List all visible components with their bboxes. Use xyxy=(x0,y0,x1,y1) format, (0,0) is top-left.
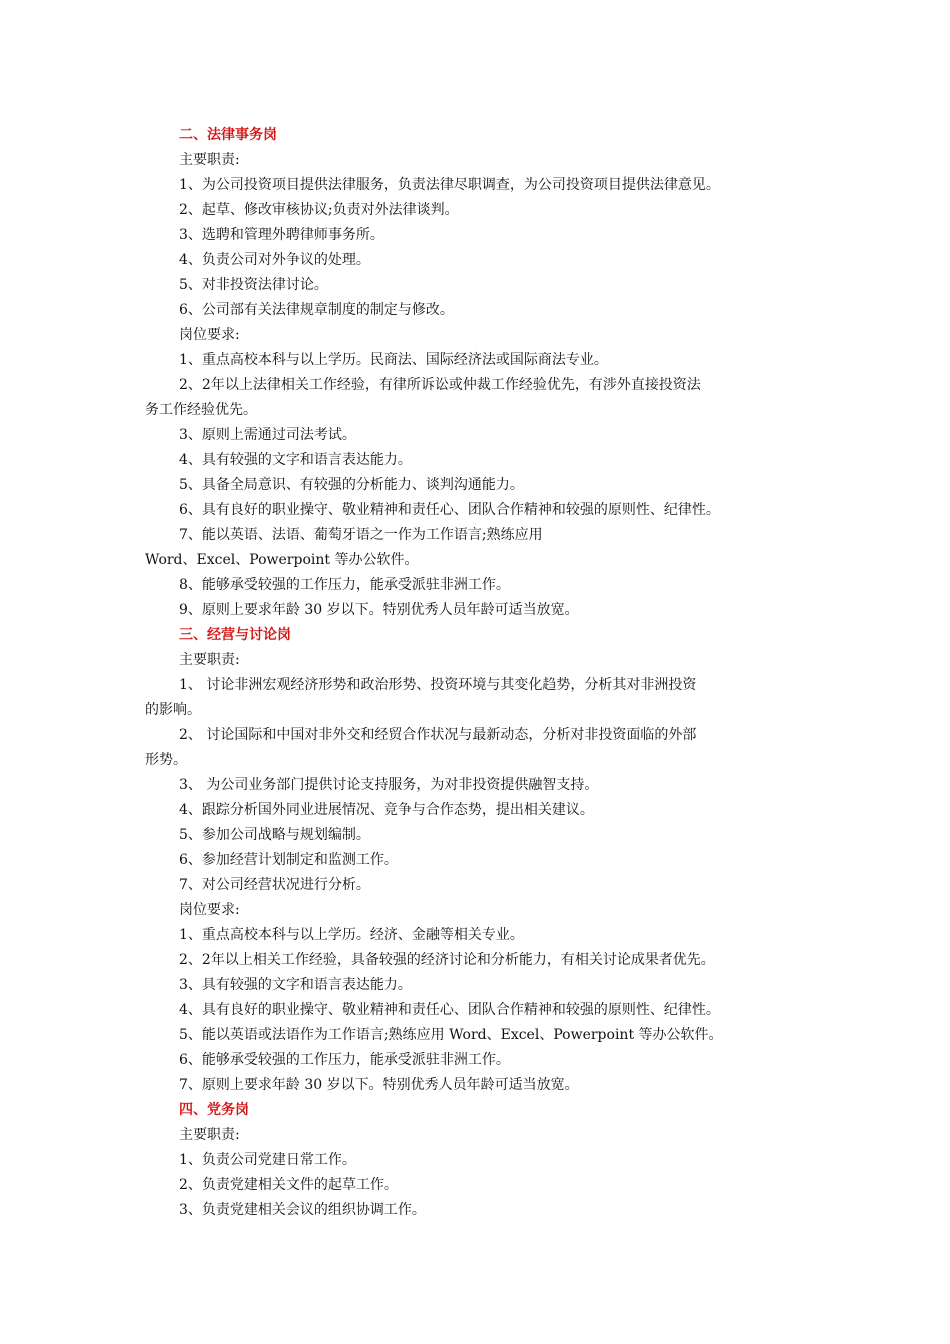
requirement-item: 3、原则上需通过司法考试。 xyxy=(179,427,356,443)
duty-item: 5、对非投资法律讨论。 xyxy=(179,277,328,293)
duty-item: 3、负责党建相关会议的组织协调工作。 xyxy=(179,1202,426,1218)
duty-item: 6、公司部有关法律规章制度的制定与修改。 xyxy=(179,302,454,318)
requirement-item: 7、原则上要求年龄 30 岁以下。特别优秀人员年龄可适当放宽。 xyxy=(179,1077,579,1093)
requirement-item: 3、具有较强的文字和语言表达能力。 xyxy=(179,977,412,993)
section-heading-research: 三、经营与讨论岗 xyxy=(179,627,291,643)
requirement-item: 5、能以英语或法语作为工作语言;熟练应用 Word、Excel、Powerpoint 等办公软件。 xyxy=(179,1027,723,1043)
requirement-item: 5、具备全局意识、有较强的分析能力、谈判沟通能力。 xyxy=(179,477,524,493)
duties-label: 主要职责: xyxy=(179,652,240,668)
duty-item: 2、 讨论国际和中国对非外交和经贸合作状况与最新动态，分析对非投资面临的外部 xyxy=(179,727,697,743)
duty-item: 2、起草、修改审核协议;负责对外法律谈判。 xyxy=(179,202,459,218)
requirement-item: 6、具有良好的职业操守、敬业精神和责任心、团队合作精神和较强的原则性、纪律性。 xyxy=(179,502,720,518)
section-heading-party: 四、党务岗 xyxy=(179,1102,249,1118)
requirement-item: 4、具有较强的文字和语言表达能力。 xyxy=(179,452,412,468)
requirement-item: 7、能以英语、法语、葡萄牙语之一作为工作语言;熟练应用 xyxy=(179,527,543,543)
requirement-item: 6、能够承受较强的工作压力，能承受派驻非洲工作。 xyxy=(179,1052,510,1068)
requirement-item: 1、重点高校本科与以上学历。经济、金融等相关专业。 xyxy=(179,927,524,943)
duty-item-continued: 形势。 xyxy=(145,752,187,768)
duty-item: 3、选聘和管理外聘律师事务所。 xyxy=(179,227,384,243)
duty-item: 4、跟踪分析国外同业进展情况、竞争与合作态势，提出相关建议。 xyxy=(179,802,594,818)
requirement-item: 9、原则上要求年龄 30 岁以下。特别优秀人员年龄可适当放宽。 xyxy=(179,602,579,618)
duty-item: 3、 为公司业务部门提供讨论支持服务，为对非投资提供融智支持。 xyxy=(179,777,599,793)
duty-item: 1、 讨论非洲宏观经济形势和政治形势、投资环境与其变化趋势，分析其对非洲投资 xyxy=(179,677,697,693)
requirement-item: 8、能够承受较强的工作压力，能承受派驻非洲工作。 xyxy=(179,577,510,593)
duties-label: 主要职责: xyxy=(179,1127,240,1143)
duty-item: 7、对公司经营状况进行分析。 xyxy=(179,877,370,893)
duties-label: 主要职责: xyxy=(179,152,240,168)
requirement-item: 1、重点高校本科与以上学历。民商法、国际经济法或国际商法专业。 xyxy=(179,352,608,368)
duty-item: 1、负责公司党建日常工作。 xyxy=(179,1152,356,1168)
requirement-item: 2、2年以上法律相关工作经验，有律所诉讼或仲裁工作经验优先，有涉外直接投资法 xyxy=(179,377,701,393)
duty-item: 2、负责党建相关文件的起草工作。 xyxy=(179,1177,398,1193)
requirements-label: 岗位要求: xyxy=(179,327,240,343)
duty-item: 4、负责公司对外争议的处理。 xyxy=(179,252,370,268)
duty-item: 5、参加公司战略与规划编制。 xyxy=(179,827,370,843)
requirement-item-continued: 务工作经验优先。 xyxy=(145,402,257,418)
duty-item: 1、为公司投资项目提供法律服务，负责法律尽职调查，为公司投资项目提供法律意见。 xyxy=(179,177,720,193)
duty-item-continued: 的影响。 xyxy=(145,702,201,718)
duty-item: 6、参加经营计划制定和监测工作。 xyxy=(179,852,398,868)
requirements-label: 岗位要求: xyxy=(179,902,240,918)
requirement-item-continued: Word、Excel、Powerpoint 等办公软件。 xyxy=(145,552,419,568)
requirement-item: 2、2年以上相关工作经验，具备较强的经济讨论和分析能力，有相关讨论成果者优先。 xyxy=(179,952,715,968)
requirement-item: 4、具有良好的职业操守、敬业精神和责任心、团队合作精神和较强的原则性、纪律性。 xyxy=(179,1002,720,1018)
section-heading-legal: 二、法律事务岗 xyxy=(179,127,277,143)
